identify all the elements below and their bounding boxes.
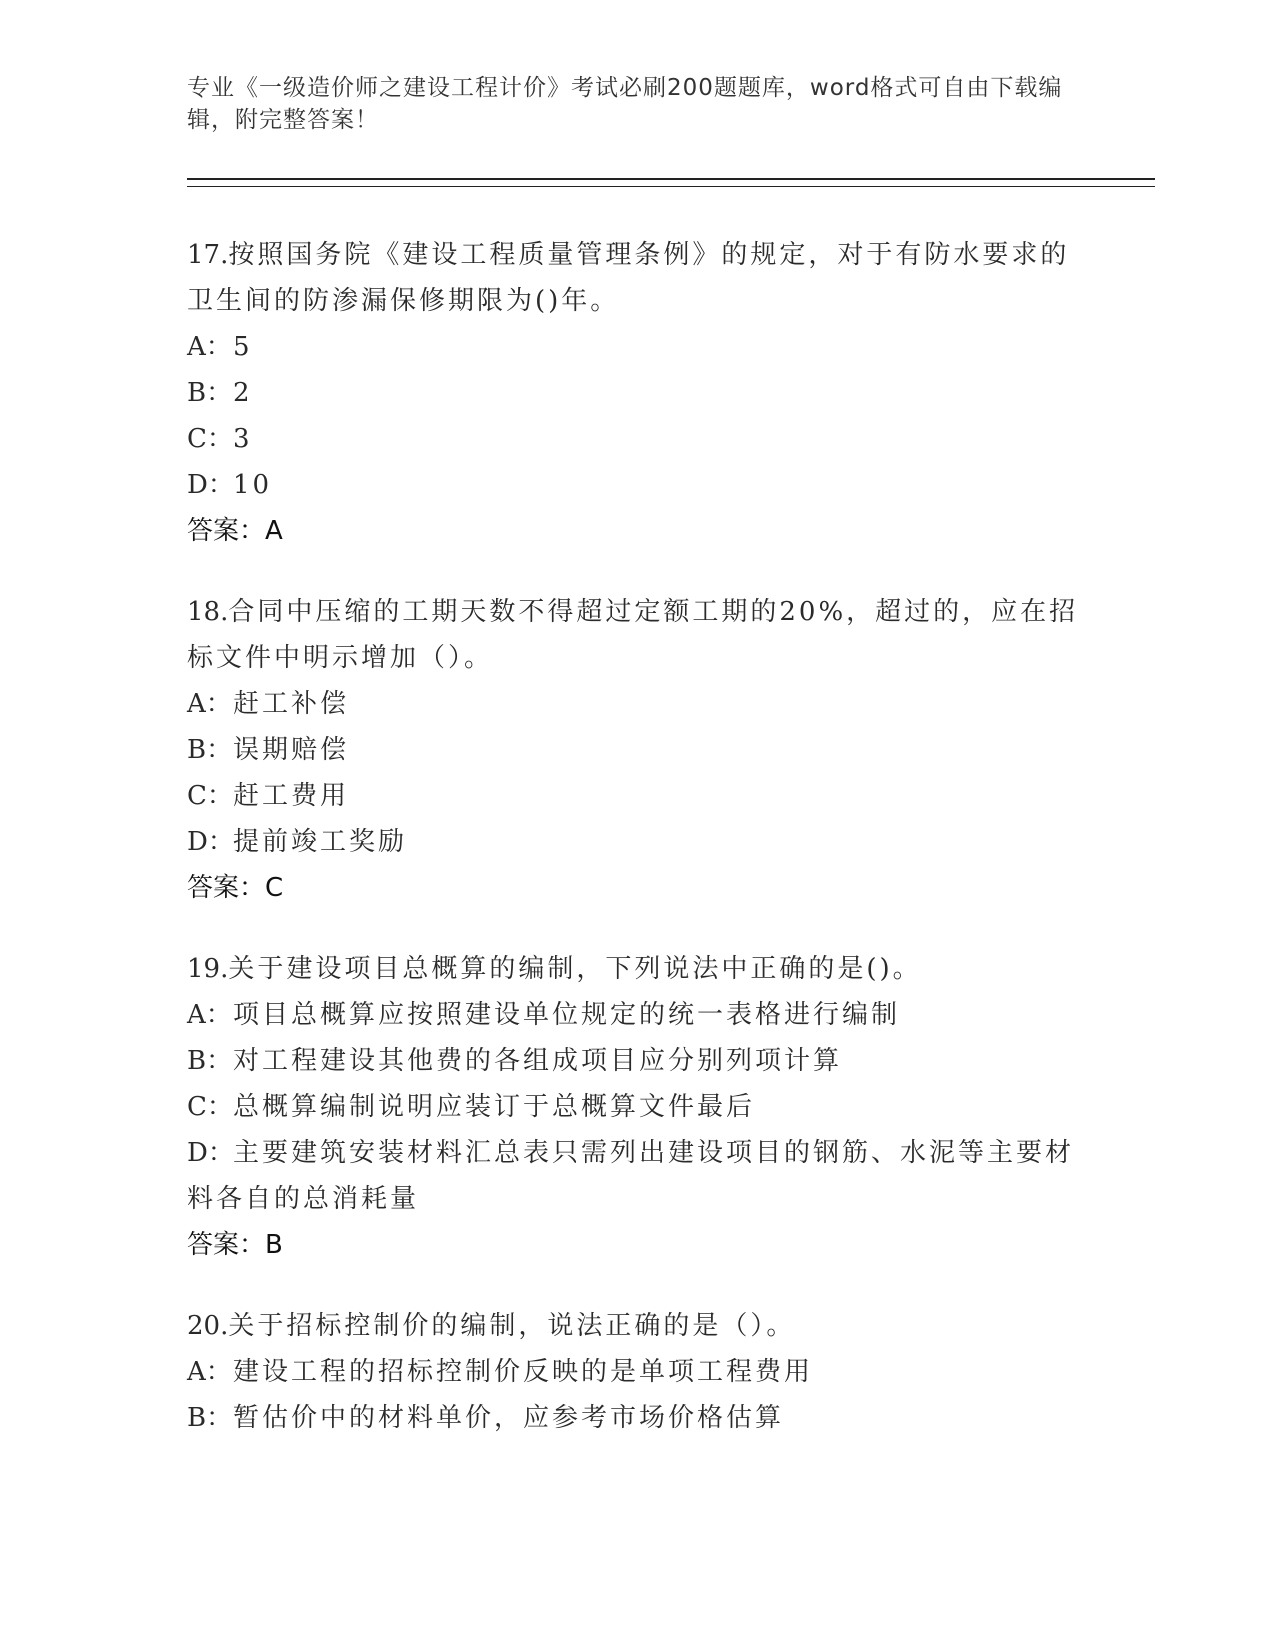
question-19	[187, 946, 1087, 1268]
question-number: 19.	[187, 954, 229, 984]
option-key: C：	[187, 1092, 233, 1122]
answer-line: 答案：A	[187, 516, 283, 546]
page-header	[187, 72, 1067, 136]
question-number: 17.	[187, 240, 229, 270]
option-c	[187, 1084, 1087, 1130]
option-key: C：	[187, 424, 233, 454]
option-text: 提前竣工奖励	[233, 827, 408, 857]
answer-line: 答案：B	[187, 1230, 283, 1260]
question-text: 关于招标控制价的编制，说法正确的是（）。	[228, 1311, 796, 1341]
option-c	[187, 773, 1087, 819]
question-20	[187, 1303, 1087, 1441]
option-text: 主要建筑安装材料汇总表只需列出建设项目的钢筋、水泥等主要材料各自的总消耗量	[187, 1138, 1075, 1214]
option-a	[187, 681, 1087, 727]
option-d	[187, 462, 1087, 508]
question-text: 关于建设项目总概算的编制，下列说法中正确的是()。	[228, 954, 922, 984]
question-number: 18.	[187, 597, 229, 627]
option-a	[187, 1349, 1087, 1395]
option-text: 3	[233, 424, 253, 454]
question-text: 按照国务院《建设工程质量管理条例》的规定，对于有防水要求的卫生间的防渗漏保修期限为()年。	[187, 240, 1070, 316]
answer-line: 答案：C	[187, 873, 284, 903]
option-text: 对工程建设其他费的各组成项目应分别列项计算	[233, 1046, 843, 1076]
option-a	[187, 992, 1087, 1038]
option-text: 5	[233, 332, 253, 362]
option-key: B：	[187, 1046, 233, 1076]
option-key: A：	[187, 1357, 232, 1387]
option-key: B：	[187, 1403, 233, 1433]
option-key: A：	[187, 1000, 232, 1030]
option-a	[187, 324, 1087, 370]
option-text: 暂估价中的材料单价，应参考市场价格估算	[233, 1403, 785, 1433]
option-b	[187, 370, 1087, 416]
header-divider	[187, 178, 1155, 187]
question-list	[187, 232, 1087, 1476]
option-key: A：	[187, 689, 232, 719]
question-stem	[187, 1303, 1087, 1349]
question-stem	[187, 946, 1087, 992]
option-text: 赶工费用	[233, 781, 350, 811]
option-d	[187, 1130, 1087, 1222]
option-key: A：	[187, 332, 232, 362]
question-text: 合同中压缩的工期天数不得超过定额工期的20%，超过的，应在招标文件中明示增加（）。	[187, 597, 1079, 673]
option-b	[187, 1038, 1087, 1084]
option-c	[187, 416, 1087, 462]
option-key: B：	[187, 378, 233, 408]
question-number: 20.	[187, 1311, 229, 1341]
option-text: 赶工补偿	[233, 689, 350, 719]
option-text: 建设工程的招标控制价反映的是单项工程费用	[233, 1357, 814, 1387]
header-text: 专业《一级造价师之建设工程计价》考试必刷200题题库，word格式可自由下载编辑，附完整答案！	[187, 75, 1063, 133]
option-text: 项目总概算应按照建设单位规定的统一表格进行编制	[233, 1000, 901, 1030]
question-18	[187, 589, 1087, 911]
question-17	[187, 232, 1087, 554]
option-text: 2	[233, 378, 253, 408]
option-text: 总概算编制说明应装订于总概算文件最后	[233, 1092, 756, 1122]
option-key: C：	[187, 781, 233, 811]
option-key: B：	[187, 735, 233, 765]
option-text: 误期赔偿	[233, 735, 350, 765]
option-text: 10	[233, 470, 273, 500]
option-d	[187, 819, 1087, 865]
option-key: D：	[187, 827, 234, 857]
option-key: D：	[187, 1138, 234, 1168]
option-b	[187, 727, 1087, 773]
question-stem	[187, 232, 1087, 324]
option-b	[187, 1395, 1087, 1441]
option-key: D：	[187, 470, 234, 500]
question-stem	[187, 589, 1087, 681]
